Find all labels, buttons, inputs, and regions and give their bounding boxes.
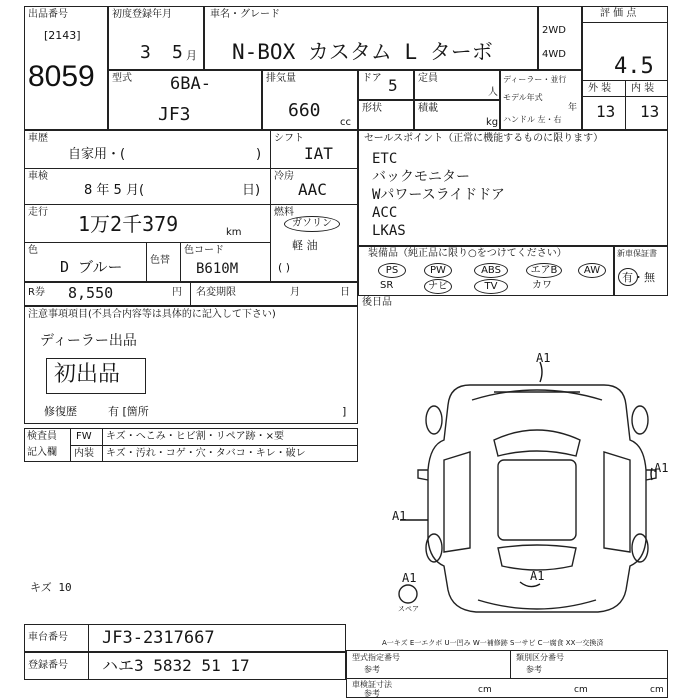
equip-ps: PS	[378, 263, 406, 278]
load-unit: kg	[486, 117, 499, 128]
year-unit: 年	[568, 103, 578, 113]
sales-item-etc: ETC	[372, 151, 398, 167]
repair-value: 有 [箇所	[108, 405, 149, 418]
fuel-light: 軽 油	[292, 239, 318, 252]
drive-2wd: 2WD	[542, 25, 566, 36]
meimoku-month: 月	[290, 287, 300, 298]
fuel-gasoline: ガソリン	[284, 216, 340, 232]
color-code-label: 色コード	[184, 245, 224, 256]
inspection-value: 8 年 5 月(	[84, 183, 145, 198]
mileage-unit: km	[226, 227, 242, 238]
notes-title: 注意事項項目(不具合内容等は具体的に記入して下さい)	[28, 309, 276, 320]
chassis-label: 車台番号	[28, 632, 68, 643]
inspector-label2: 記入欄	[27, 447, 57, 458]
history-value: 自家用・(	[68, 147, 126, 162]
spare-tire	[399, 585, 417, 603]
recycle-unit: 円	[172, 287, 182, 298]
recycle-value: 8,550	[68, 284, 114, 302]
model-year-label: モデル年式	[503, 93, 543, 102]
inspector-nai: 内装	[74, 448, 94, 459]
equip-navi: ナビ	[424, 279, 452, 294]
exterior-value: 13	[596, 102, 616, 121]
inspection-label: 車検	[28, 171, 48, 182]
color-code-value: B610M	[196, 261, 239, 277]
meimoku-label: 名変期限	[196, 287, 236, 298]
size-label2: 類別区分番号	[516, 653, 564, 662]
reg-date-label: 初度登録年月	[112, 9, 172, 20]
fuel-label: 燃料	[274, 207, 294, 218]
diagram-mark-4: A1	[402, 571, 417, 585]
equip-leather: カワ	[532, 280, 552, 291]
lot-code: [2143]	[44, 29, 81, 42]
doors-value: 5	[388, 76, 398, 95]
color-value: D ブルー	[60, 258, 123, 276]
sales-title: セールスポイント（正常に機能するものに限ります）	[364, 133, 604, 144]
diagram-mark-1: A1	[536, 351, 551, 365]
car-name: N-BOX カスタム L ターボ	[232, 40, 493, 64]
displacement-label: 排気量	[266, 73, 296, 84]
equip-aw: AW	[578, 263, 606, 278]
diagram-note: キズ 10	[30, 581, 72, 594]
reg-value: ハエ3 5832 51 17	[102, 656, 250, 675]
ac-value: AAC	[298, 180, 327, 199]
later-label: 後日品	[362, 297, 392, 308]
displacement-unit: cc	[340, 117, 351, 128]
model-label: 型式	[112, 73, 132, 84]
damage-legend: A一キズ E一エクボ U一凹み W一補修跡 S一サビ C一腐食 XX一交換済	[382, 639, 604, 647]
mileage-value: 1万2千379	[78, 212, 179, 236]
equip-airbag: エアB	[526, 263, 562, 278]
meimoku-day: 日	[340, 287, 350, 298]
repair-label: 修復歴	[44, 405, 77, 418]
history-close: )	[256, 147, 262, 162]
inspection-day: 日)	[242, 183, 261, 198]
roof	[498, 460, 576, 540]
reg-year: 3	[140, 42, 151, 63]
equip-abs: ABS	[474, 263, 508, 278]
sales-item-lkas: LKAS	[372, 223, 406, 239]
recycle-label: R券	[28, 287, 45, 298]
shift-label: シフト	[274, 133, 304, 144]
dealer-label: ディーラー・並行	[503, 75, 567, 84]
size-label3: 車検証寸法	[352, 680, 392, 689]
inspector-label1: 検査員	[27, 431, 57, 442]
fuel-paren: ( )	[278, 261, 291, 274]
doors-label: ドア	[362, 73, 382, 84]
mileage-label: 走行	[28, 207, 48, 218]
reg-month-unit: 月	[186, 49, 197, 62]
load-label: 積載	[418, 103, 438, 114]
ac-label: 冷房	[274, 171, 294, 182]
windshield	[494, 430, 580, 456]
size-ref2: 参考	[526, 665, 542, 674]
drive-4wd: 4WD	[542, 49, 566, 60]
notes-line1: ディーラー出品	[40, 333, 137, 349]
diagram-mark-2: A1	[654, 461, 669, 475]
exterior-label: 外 装	[588, 83, 612, 94]
size-cm1: cm	[478, 685, 492, 695]
equip-sr: SR	[380, 280, 394, 291]
interior-value: 13	[640, 102, 660, 121]
paint-label: 色替	[150, 255, 170, 266]
spare-label: スペア	[398, 605, 419, 613]
displacement-value: 660	[288, 100, 321, 121]
size-ref3: 参考	[364, 689, 380, 698]
equipment-title: 装備品（純正品に限り○をつけてください）	[368, 248, 567, 259]
model-code: JF3	[158, 104, 191, 125]
reg-label: 登録番号	[28, 660, 68, 671]
size-cm3: cm	[650, 685, 664, 695]
handle-label: ハンドル 左・右	[503, 115, 562, 124]
chassis-value: JF3-2317667	[102, 628, 215, 648]
history-label: 車歴	[28, 133, 48, 144]
wheel-front-right	[632, 406, 648, 434]
sales-item-backmonitor: バックモニター	[372, 169, 470, 185]
capacity-unit: 人	[488, 87, 498, 98]
equip-pw: PW	[424, 263, 452, 278]
size-label1: 型式指定番号	[352, 653, 400, 662]
size-ref1: 参考	[364, 665, 380, 674]
inspector-nai-text: キズ・汚れ・コゲ・穴・タバコ・キレ・破レ	[106, 448, 306, 459]
lot-label: 出品番号	[28, 9, 68, 20]
diagram-mark-5: A1	[530, 569, 545, 583]
sales-item-acc: ACC	[372, 205, 398, 221]
inspector-fw-text: キズ・へこみ・ヒビ割・リペア跡・×要	[106, 431, 284, 442]
repair-close: ]	[342, 405, 347, 418]
shift-value: IAT	[304, 144, 333, 163]
inspector-fw: FW	[76, 431, 92, 442]
capacity-label: 定員	[418, 73, 438, 84]
equip-tv: TV	[474, 279, 508, 294]
reg-month: 5	[172, 42, 183, 63]
diagram-mark-3: A1	[392, 509, 407, 523]
model-prefix: 6BA-	[170, 74, 211, 94]
warranty-value: 有・無	[622, 271, 655, 284]
warranty-label: 新車保証書	[617, 249, 657, 258]
rating-value: 4.5	[614, 54, 654, 79]
rear-window	[498, 545, 576, 570]
sales-item-slidedoor: Wパワースライドドア	[372, 187, 505, 203]
size-cm2: cm	[574, 685, 588, 695]
shape-label: 形状	[362, 103, 382, 114]
interior-label: 内 装	[631, 83, 655, 94]
car-name-label: 車名・グレード	[210, 9, 280, 20]
notes-line2: 初出品	[54, 362, 121, 387]
color-label: 色	[28, 245, 38, 256]
rating-label: 評 価 点	[600, 8, 637, 19]
lot-number: 8059	[28, 60, 95, 93]
wheel-front-left	[426, 406, 442, 434]
